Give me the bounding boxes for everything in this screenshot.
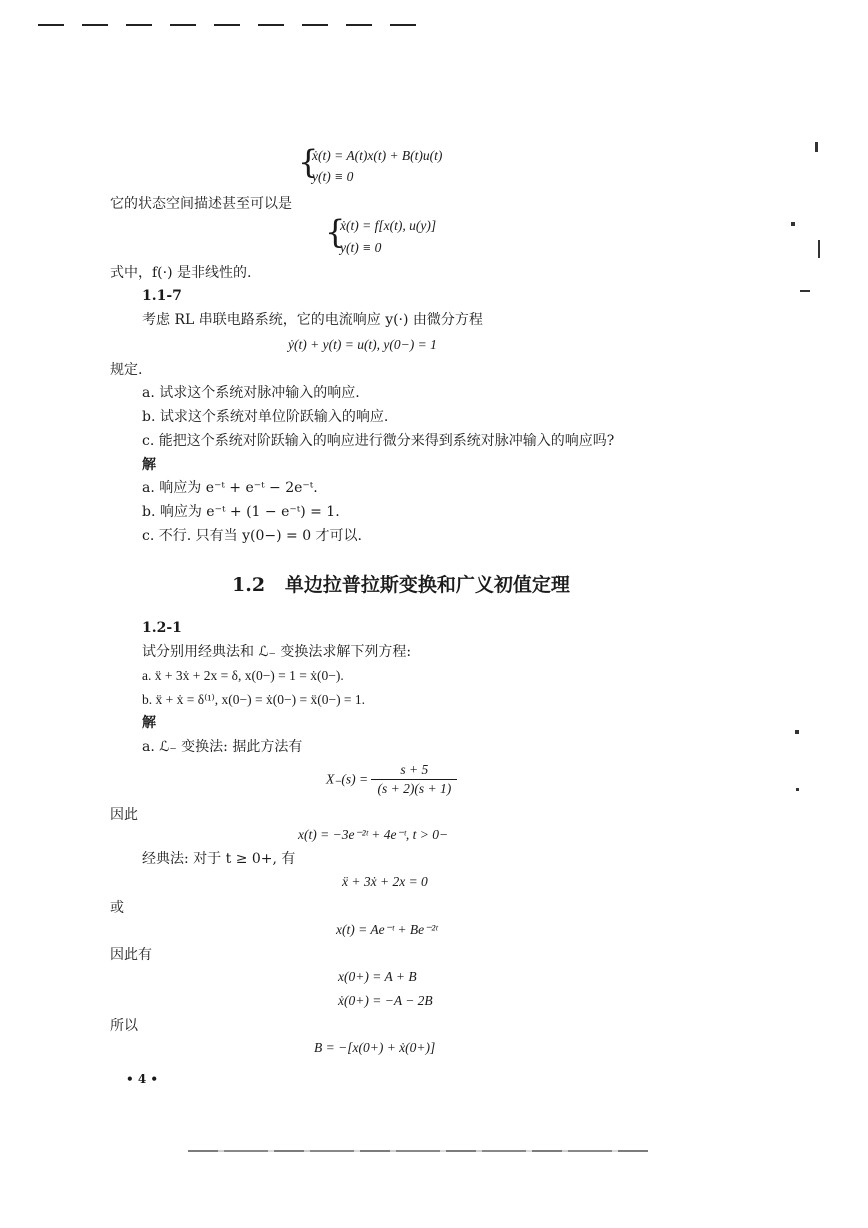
answer: c. 不行. 只有当 y(0−) = 0 才可以. xyxy=(142,528,363,544)
scan-speck xyxy=(815,142,818,152)
section-number: 1.2 xyxy=(232,574,266,596)
paragraph: 或 xyxy=(110,900,124,916)
paragraph: 式中，f(·) 是非线性的. xyxy=(110,265,252,281)
problem-part: b. ẍ + ẋ = δ⁽¹⁾, x(0−) = ẋ(0−) = ẍ(0−) = 1. xyxy=(142,692,366,707)
problem-number: 1.2-1 xyxy=(142,620,182,636)
equation: x(t) = Ae⁻ᵗ + Be⁻²ᵗ xyxy=(336,922,438,937)
top-dash-rule xyxy=(38,18,418,32)
equation: x(0+) = A + B xyxy=(338,969,417,984)
problem-part: a. 试求这个系统对脉冲输入的响应. xyxy=(142,385,360,401)
page-number: • 4 • xyxy=(126,1072,159,1086)
equation-line: ẋ(t) = f[x(t), u(y)] xyxy=(340,218,437,233)
laplace-equation xyxy=(326,762,457,797)
answer: b. 响应为 e⁻ᵗ + (1 − e⁻ᵗ) = 1. xyxy=(142,504,340,520)
equation: ẋ(0+) = −A − 2B xyxy=(338,993,433,1008)
brace: { xyxy=(298,143,319,181)
method-heading: a. ℒ₋ 变换法: 据此方法有 xyxy=(142,739,303,755)
laplace-lhs: X₋(s) = xyxy=(326,771,369,787)
equation: ẏ(t) + y(t) = u(t), y(0−) = 1 xyxy=(288,337,437,352)
problem-part: a. ẍ + 3ẋ + 2x = δ, x(0−) = 1 = ẋ(0−). xyxy=(142,668,344,683)
equation: B = −[x(0+) + ẋ(0+)] xyxy=(314,1040,436,1055)
fraction-numerator: s + 5 xyxy=(371,762,457,780)
scan-edge-line xyxy=(188,1150,648,1152)
problem-part: c. 能把这个系统对阶跃输入的响应进行微分来得到系统对脉冲输入的响应吗? xyxy=(142,433,615,449)
paragraph: 因此有 xyxy=(110,947,152,963)
scan-speck xyxy=(796,788,799,791)
method-heading: 经典法: 对于 t ≥ 0+, 有 xyxy=(142,851,296,867)
fraction xyxy=(371,762,457,797)
answer: a. 响应为 e⁻ᵗ + e⁻ᵗ − 2e⁻ᵗ. xyxy=(142,480,318,496)
fraction-denominator: (s + 2)(s + 1) xyxy=(377,781,452,796)
problem-part: b. 试求这个系统对单位阶跃输入的响应. xyxy=(142,409,389,425)
solution-label: 解 xyxy=(142,457,156,473)
scan-speck xyxy=(800,290,810,292)
equation-line: y(t) ≡ 0 xyxy=(340,240,382,255)
paragraph: 因此 xyxy=(110,807,138,823)
section-title: 单边拉普拉斯变换和广义初值定理 xyxy=(284,574,570,596)
scan-speck xyxy=(795,730,799,734)
equation: ẍ + 3ẋ + 2x = 0 xyxy=(342,874,428,889)
paragraph: 它的状态空间描述甚至可以是 xyxy=(110,196,292,212)
section-heading xyxy=(232,570,570,597)
equation-line: ẋ(t) = A(t)x(t) + B(t)u(t) xyxy=(312,148,443,163)
scan-speck xyxy=(818,240,820,258)
problem-statement: 考虑 RL 串联电路系统，它的电流响应 y(·) 由微分方程 xyxy=(142,312,483,328)
problem-statement: 试分别用经典法和 ℒ₋ 变换法求解下列方程: xyxy=(142,644,412,660)
equation: x(t) = −3e⁻²ᵗ + 4e⁻ᵗ, t > 0− xyxy=(298,827,449,842)
problem-number: 1.1-7 xyxy=(142,288,182,304)
paragraph: 规定. xyxy=(110,362,143,378)
scan-speck xyxy=(791,222,795,226)
paragraph: 所以 xyxy=(110,1018,138,1034)
brace: { xyxy=(325,213,346,251)
solution-label: 解 xyxy=(142,715,156,731)
equation-line: y(t) ≡ 0 xyxy=(312,169,354,184)
